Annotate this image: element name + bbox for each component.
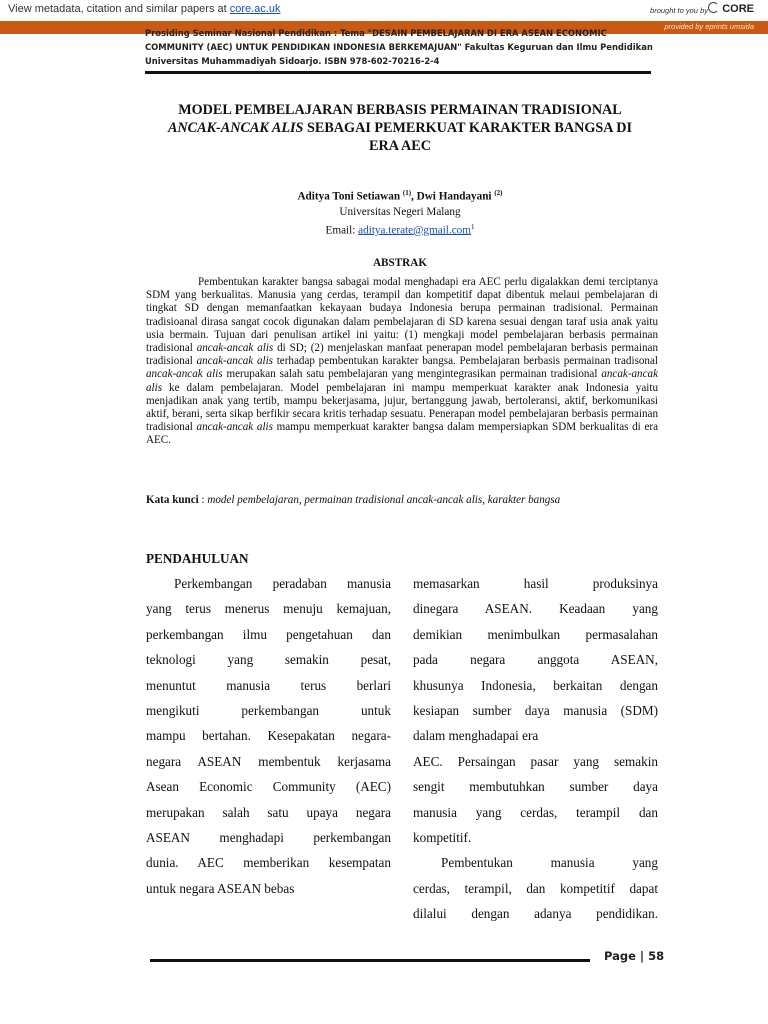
core-metadata-prefix: View metadata, citation and similar papers at — [8, 3, 230, 15]
core-brought-by: brought to you by — [650, 6, 708, 15]
core-provided-by: provided by eprints umsida — [664, 22, 754, 31]
title-italic-term: ANCAK-ANCAK ALIS — [167, 120, 304, 136]
left-line: Asean Economic Community (AEC) — [146, 779, 391, 795]
left-line: perkembangan ilmu pengetahuan dan — [146, 626, 391, 642]
abstract-text-3: terhadap pembentukan karakter bangsa. Pembelajaran berbasis permainan tradisonal — [273, 355, 658, 368]
core-banner-top — [0, 0, 768, 22]
right-column — [413, 571, 658, 927]
left-line: ASEAN menghadapi perkembangan — [146, 830, 391, 846]
title-line-3: ERA AEC — [369, 138, 431, 154]
right-line: kompetitif. — [413, 830, 472, 846]
left-line: untuk negara ASEAN bebas — [146, 880, 295, 896]
left-column — [146, 571, 391, 901]
abstract-text-4: merupakan salah satu pembelajaran yang mengintegrasikan permainan tradisional — [222, 368, 602, 381]
left-line: mampu bertahan. Kesepakatan negara- — [146, 728, 391, 744]
left-line: mengikuti perkembangan untuk — [146, 703, 391, 719]
core-logo-icon — [708, 2, 719, 13]
keywords-separator: : — [198, 494, 208, 506]
abstract-italic-4: ancak-ancak alis — [146, 368, 658, 394]
right-line: khusunya Indonesia, berkaitan dengan — [413, 677, 658, 693]
right-line: sengit membutuhkan sumber daya — [413, 779, 658, 795]
right-line: dinegara ASEAN. Keadaan yang — [413, 601, 658, 617]
left-line: Perkembangan peradaban manusia — [174, 576, 391, 591]
right-line: Pembentukan manusia yang — [441, 855, 658, 871]
author-2-sup: (2) — [494, 189, 503, 197]
paper-title — [140, 101, 660, 155]
abstract-heading: ABSTRAK — [372, 257, 428, 269]
author-2: Dwi Handayani — [416, 190, 492, 203]
abstract-body — [146, 276, 658, 448]
proceedings-header-line-2: COMMUNITY (AEC) UNTUK PENDIDIKAN INDONESIA BERKEMAJUAN" Fakultas Keguruan dan Ilmu Pendidikan — [145, 42, 653, 52]
abstract-italic-3: ancak-ancak alis — [146, 368, 223, 381]
abstract-italic-1: ancak-ancak alis — [196, 342, 274, 355]
core-metadata-text — [8, 3, 281, 15]
page-number: Page | 58 — [604, 949, 665, 963]
abstract-text-5: ke dalam pembelajaran. Model pembelajaran ini mampu memperkuat karakter anak Indonesia yaitu menjadikan anak yang tertib, mampu bekerjasama, jujur, bertanggung jawab, bertoleransi, aktif, berkomunikasi aktif, berani, serta sikap berfikir secara kritis terhadap sesuatu. Penerapan model pembelajaran berbasis permainan tradisional — [146, 381, 658, 434]
author-names — [140, 186, 660, 205]
proceedings-header-line-1: Prosiding Seminar Nasional Pendidikan : Tema "DESAIN PEMBELAJARAN DI ERA ASEAN ECONOMIC — [145, 28, 607, 38]
section-heading: PENDAHULUAN — [146, 551, 249, 566]
author-1: Aditya Toni Setiawan — [297, 190, 401, 203]
proceedings-header — [145, 26, 655, 68]
title-line-1: MODEL PEMBELAJARAN BERBASIS PERMAINAN TRADISIONAL — [178, 102, 622, 118]
keywords-value: model pembelajaran, permainan tradisional ancak-ancak alis, karakter bangsa — [207, 494, 561, 506]
title-line-2 — [140, 119, 660, 137]
right-line: pada negara anggota ASEAN, — [413, 652, 658, 668]
email-line — [140, 220, 660, 239]
author-1-sup: (1) — [402, 189, 412, 197]
left-line: merupakan salah satu upaya negara — [146, 804, 391, 820]
right-line: dilalui dengan adanya pendidikan. — [413, 906, 658, 922]
abstract-italic-2: ancak-ancak alis — [196, 355, 273, 368]
author-separator: , — [411, 190, 417, 203]
author-block — [140, 186, 660, 238]
footer-rule — [150, 959, 590, 962]
right-line: AEC. Persaingan pasar yang semakin — [413, 753, 658, 769]
email-link[interactable]: aditya.terate@gmail.com — [358, 224, 471, 237]
affiliation: Universitas Negeri Malang — [339, 205, 461, 218]
right-line: cerdas, terampil, dan kompetitif dapat — [413, 880, 658, 896]
left-line: yang terus menerus menuju kemajuan, — [146, 601, 391, 617]
right-line: kesiapan sumber daya manusia (SDM) — [413, 703, 658, 719]
right-line: demikian menimbulkan permasalahan — [413, 626, 658, 642]
abstract-text-6: mampu memperkuat karakter bangsa dalam mempersiapkan SDM berkualitas di era AEC. — [146, 421, 658, 447]
header-rule — [145, 71, 651, 74]
abstract-italic-5: ancak-ancak alis — [196, 421, 273, 434]
left-line: teknologi yang semakin pesat, — [146, 652, 391, 668]
left-line: dunia. AEC memberikan kesempatan — [146, 855, 391, 871]
right-line: manusia yang cerdas, terampil dan — [413, 804, 658, 820]
title-line-2-rest: SEBAGAI PEMERKUAT KARAKTER BANGSA DI — [303, 120, 633, 136]
right-line: dalam menghadapai era — [413, 728, 539, 744]
keywords-line — [146, 494, 658, 507]
abstract-text-2: di SD; (2) menjelaskan manfaat penerapan model pembelajaran berbasis permainan tradisional — [146, 342, 658, 368]
abstract-text-1: Pembentukan karakter bangsa sabagai modal menghadapi era AEC perlu digalakkan demi terciptanya SDM yang berkualitas. Manusia yang cerdas, terampil dan kompetitif dapat dibentuk melaui pembelajaran di tingkat SD dengan memanfaatkan kekayaan budaya Indonesia berupa permainan tradisional. Permainan tradisioanal dirasa sangat cocok digunakan dalam pembelajaran di SD karena sesuai dengan taraf usia anak yaitu usia bermain. Tujuan dari penulisan artikel ini yaitu: (1) mengkaji model pembelajaran berbasis permainan tradisional — [146, 276, 658, 355]
core-link[interactable]: core.ac.uk — [229, 3, 281, 15]
email-sup: 1 — [470, 222, 475, 231]
left-line: negara ASEAN membentuk kerjasama — [146, 753, 391, 769]
core-logo-text: CORE — [722, 3, 754, 15]
right-line: memasarkan hasil produksinya — [413, 576, 658, 591]
keywords-label: Kata kunci — [146, 494, 199, 506]
core-logo[interactable] — [708, 2, 754, 15]
left-line: menuntut manusia terus berlari — [146, 677, 391, 693]
proceedings-header-line-3: Universitas Muhammadiyah Sidoarjo. ISBN 978-602-70216-2-4 — [145, 56, 440, 66]
email-label: Email: — [325, 224, 359, 237]
